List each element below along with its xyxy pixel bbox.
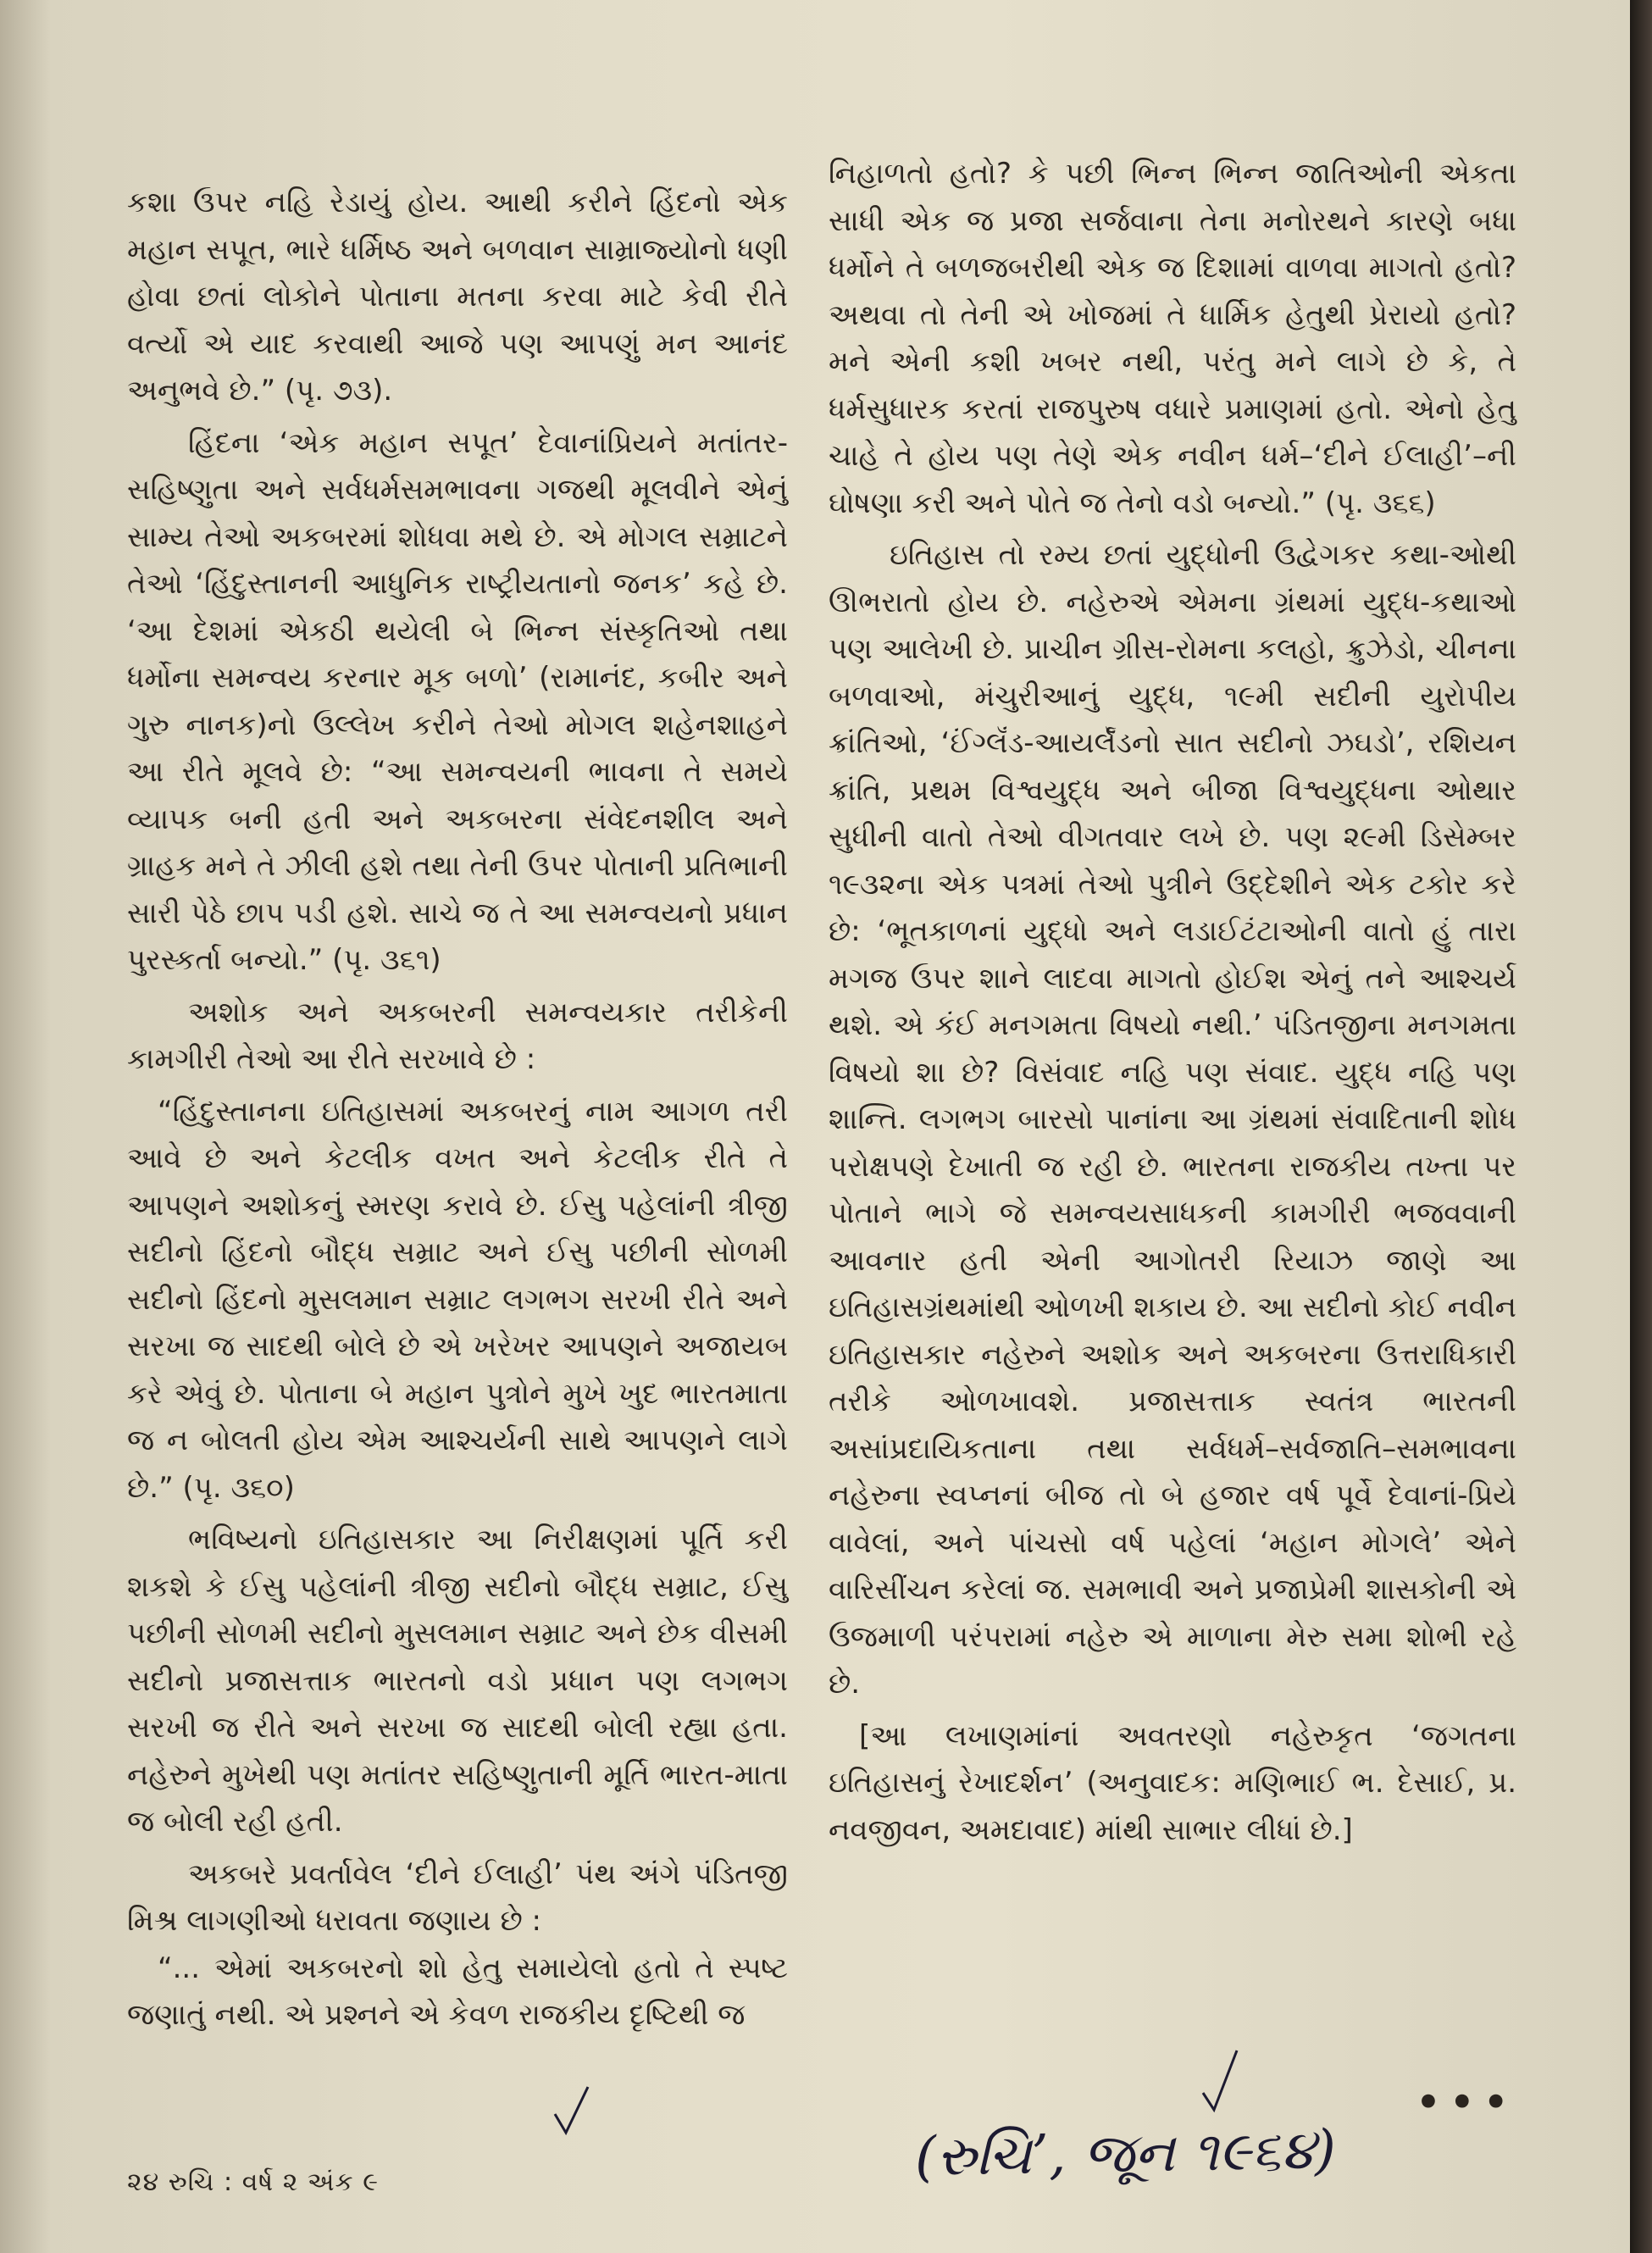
paragraph: નિહાળતો હતો? કે પછી ભિન્ન ભિન્ન જાતિઓની એકતા સાધી એક જ પ્રજા સર્જવાના તેના મનોરથને કારણે બધા ધર્મોને તે બળજબરીથી એક જ દિશામાં વાળવા માગતો હતો? અથવા તો તેની એ ખોજમાં તે ધાર્મિક હેતુથી પ્રેરાયો હતો? મને એની કશી ખબર નથી, પરંતુ મને લાગે છે કે, તે ધર્મસુધારક કરતાં રાજપુરુષ વધારે પ્રમાણમાં હતો. એનો હેતુ ચાહે તે હોય પણ તેણે એક નવીન ધર્મ–‘દીને ઈલાહી’–ની ઘોષણા કરી અને પોતે જ તેનો વડો બન્યો.” (પૃ. ૩૬૬) <box>829 157 1516 520</box>
pen-tick-mark <box>551 2080 593 2139</box>
paragraph: ઇતિહાસ તો રમ્ય છતાં યુદ્ધોની ઉદ્વેગકર કથા-ઓથી ઊભરાતો હોય છે. નહેરુએ એમના ગ્રંથમાં યુદ્ધ-કથાઓ પણ આલેખી છે. પ્રાચીન ગ્રીસ-રોમના કલહો, ક્રુઝેડો, ચીનના બળવાઓ, મંચુરીઆનું યુદ્ધ, ૧૯મી સદીની યુરોપીય ક્રાંતિઓ, ‘ઈંગ્લૅંડ-આયર્લૅંડનો સાત સદીનો ઝઘડો’, રશિયન ક્રાંતિ, પ્રથમ વિશ્વયુદ્ધ અને બીજા વિશ્વયુદ્ધના ઓથાર સુધીની વાતો તેઓ વીગતવાર લખે છે. પણ ૨૯મી ડિસેમ્બર ૧૯૩૨ના એક પત્રમાં તેઓ પુત્રીને ઉદ્દેશીને એક ટકોર કરે છે: ‘ભૂતકાળનાં યુદ્ધો અને લડાઈટંટાઓની વાતો હું તારા મગજ ઉપર શાને લાદવા માગતો હોઈશ એનું તને આશ્ચર્ય થશે. એ કંઈ મનગમતા વિષયો નથી.’ પંડિતજીના મનગમતા વિષયો શા છે? વિસંવાદ નહિ પણ સંવાદ. યુદ્ધ નહિ પણ શાન્તિ. લગભગ બારસો પાનાંના આ ગ્રંથમાં સંવાદિતાની શોધ પરોક્ષપણે દેખાતી જ રહી છે. ભારતના રાજકીય તખ્તા પર પોતાને ભાગે જે સમન્વયસાધકની કામગીરી ભજવવાની આવનાર હતી એની આગોતરી રિયાઝ જાણે આ ઇતિહાસગ્રંથમાંથી ઓળખી શકાય છે. આ સદીનો કોઈ નવીન ઇતિહાસકાર નહેરુને અશોક અને અકબરના ઉત્તરાધિકારી તરીકે ઓળખાવશે. પ્રજાસત્તાક સ્વતંત્ર ભારતની અસાંપ્રદાયિકતાના તથા સર્વધર્મ–સર્વજાતિ–સમભાવના નહેરુના સ્વપ્નનાં બીજ તો બે હજાર વર્ષ પૂર્વે દેવાનાં-પ્રિયે વાવેલાં, અને પાંચસો વર્ષ પહેલાં ‘મહાન મોગલે’ એને વારિસીંચન કરેલાં જ. સમભાવી અને પ્રજાપ્રેમી શાસકોની એ ઉજમાળી પરંપરામાં નહેરુ એ માળાના મેરુ સમા શોભી રહે છે. <box>829 538 1516 1701</box>
block-quote: “હિંદુસ્તાનના ઇતિહાસમાં અકબરનું નામ આગળ તરી આવે છે અને કેટલીક વખત અને કેટલીક રીતે તે આપણને અશોકનું સ્મરણ કરાવે છે. ઈસુ પહેલાંની ત્રીજી સદીનો હિંદનો બૌદ્ધ સમ્રાટ અને ઈસુ પછીની સોળમી સદીનો હિંદનો મુસલમાન સમ્રાટ લગભગ સરખી રીતે અને સરખા જ સાદથી બોલે છે એ ખરેખર આપણને અજાયબ કરે એવું છે. પોતાના બે મહાન પુત્રોને મુખે ખુદ ભારતમાતા જ ન બોલતી હોય એમ આશ્ચર્યની સાથે આપણને લાગે છે.” (પૃ. ૩૬૦) <box>127 1094 788 1505</box>
source-note: [આ લખાણમાંનાં અવતરણો નહેરુકૃત ‘જગતના ઇતિહાસનું રેખાદર્શન’ (અનુવાદક: મણિભાઈ ભ. દેસાઈ, પ્ર. નવજીવન, અમદાવાદ) માંથી સાભાર લીધાં છે.] <box>829 1718 1516 1847</box>
pen-tick-mark <box>1199 2046 1241 2114</box>
paragraph: હિંદના ‘એક મહાન સપૂત’ દેવાનાંપ્રિયને મતાંતર-સહિષ્ણુતા અને સર્વધર્મસમભાવના ગજથી મૂલવીને એનું સામ્ય તેઓ અકબરમાં શોધવા મથે છે. એ મોગલ સમ્રાટને તેઓ ‘હિંદુસ્તાનની આધુનિક રાષ્ટ્રીયતાનો જનક’ કહે છે. ‘આ દેશમાં એકઠી થયેલી બે ભિન્ન સંસ્કૃતિઓ તથા ધર્મોના સમન્વય કરનાર મૂક બળો’ (રામાનંદ, કબીર અને ગુરુ નાનક)નો ઉલ્લેખ કરીને તેઓ મોગલ શહેનશાહને આ રીતે મૂલવે છે: “આ સમન્વયની ભાવના તે સમયે વ્યાપક બની હતી અને અકબરના સંવેદનશીલ અને ગ્રાહક મને તે ઝીલી હશે તથા તેની ઉપર પોતાની પ્રતિભાની સારી પેઠે છાપ પડી હશે. સાચે જ તે આ સમન્વયનો પ્રધાન પુરસ્કર્તા બન્યો.” (પૃ. ૩૬૧) <box>127 425 788 977</box>
page-edge <box>1630 0 1652 2253</box>
page-footer: ૨૪ રુચિ : વર્ષ ૨ અંક ૯ <box>127 2167 379 2197</box>
page-fold-shadow <box>0 0 51 2253</box>
left-column <box>127 180 788 2039</box>
block-quote: “... એમાં અકબરનો શો હેતુ સમાયેલો હતો તે સ્પષ્ટ જણાતું નથી. એ પ્રશ્નને એ કેવળ રાજકીય દૃષ્ટિથી જ <box>127 1951 788 2032</box>
paragraph: ભવિષ્યનો ઇતિહાસકાર આ નિરીક્ષણમાં પૂર્તિ કરી શકશે કે ઈસુ પહેલાંની ત્રીજી સદીનો બૌદ્ધ સમ્રાટ, ઈસુ પછીની સોળમી સદીનો મુસલમાન સમ્રાટ અને છેક વીસમી સદીનો પ્રજાસત્તાક ભારતનો વડો પ્રધાન પણ લગભગ સરખી જ રીતે અને સરખા જ સાદથી બોલી રહ્યા હતા. નહેરુને મુખેથી પણ મતાંતર સહિષ્ણુતાની મૂર્તિ ભારત-માતા જ બોલી રહી હતી. <box>127 1523 788 1839</box>
end-mark: ••• <box>1415 2076 1516 2129</box>
paragraph: અશોક અને અકબરની સમન્વયકાર તરીકેની કામગીરી તેઓ આ રીતે સરખાવે છે : <box>127 995 788 1076</box>
handwritten-note: (રુચિ’, જૂન ૧૯૬૪) <box>914 2118 1337 2189</box>
paragraph: અકબરે પ્રવર્તાવેલ ‘દીને ઈલાહી’ પંથ અંગે પંડિતજી મિશ્ર લાગણીઓ ધરાવતા જણાય છે : <box>127 1856 788 1938</box>
paragraph: કશા ઉપર નહિ રેડાયું હોય. આથી કરીને હિંદનો એક મહાન સપૂત, ભારે ધર્મિષ્ઠ અને બળવાન સામ્રાજ્યોનો ધણી હોવા છતાં લોકોને પોતાના મતના કરવા માટે કેવી રીતે વર્ત્યો એ યાદ કરવાથી આજે પણ આપણું મન આનંદ અનુભવે છે.” (પૃ. ૭૩). <box>127 186 788 408</box>
right-column <box>829 151 1516 1854</box>
